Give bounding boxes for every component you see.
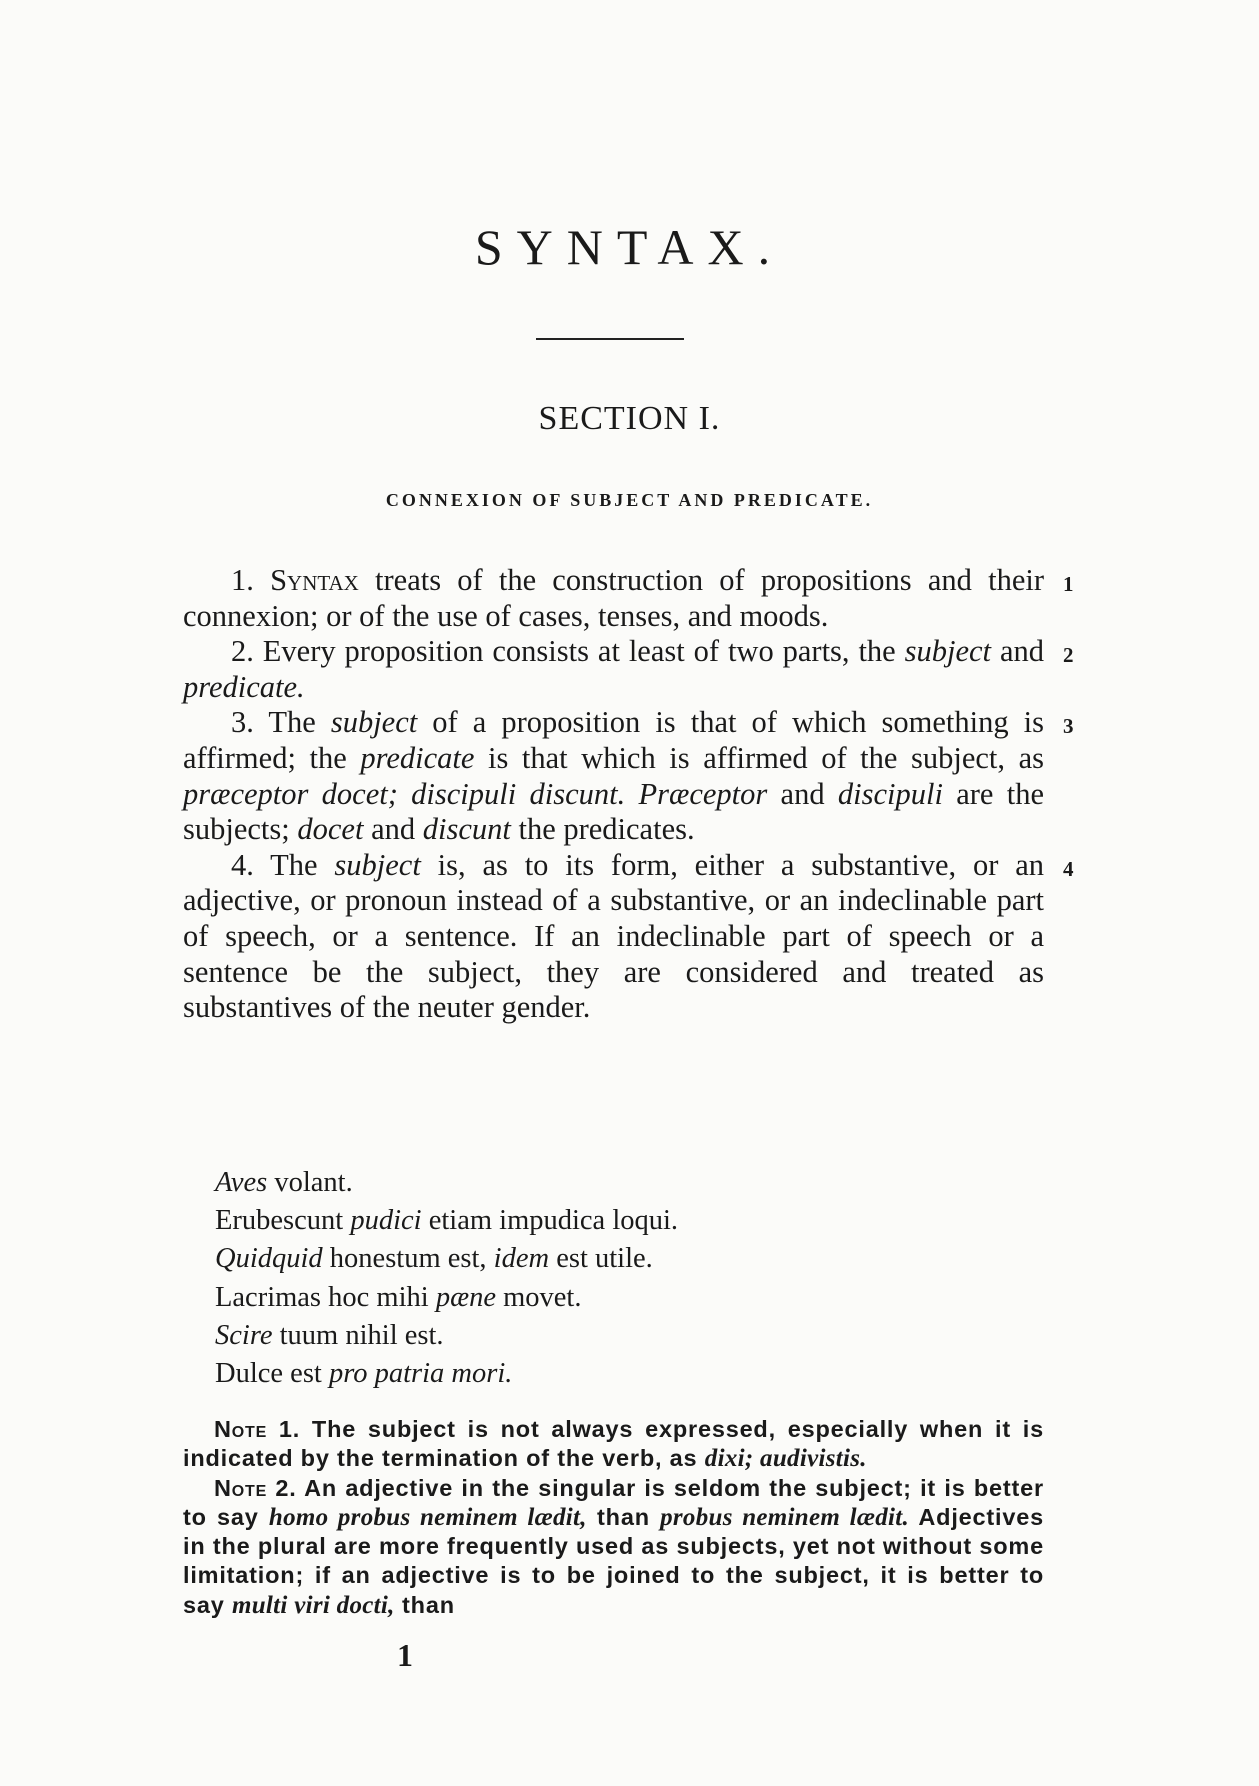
- example-text: est utile.: [556, 1243, 653, 1275]
- paragraph-text: and: [371, 812, 416, 847]
- paragraph-number: 2.: [231, 634, 254, 669]
- example-line: [215, 1202, 678, 1240]
- margin-number: 1: [1063, 572, 1074, 596]
- page-title: SYNTAX.: [474, 219, 785, 275]
- example-italic: pudici: [350, 1205, 422, 1237]
- latin-term: docet: [297, 812, 364, 847]
- margin-number: 4: [1063, 856, 1074, 881]
- example-text: Dulce est: [215, 1358, 322, 1390]
- example-italic: idem: [493, 1243, 550, 1275]
- term-subject: subject: [334, 847, 421, 882]
- term-subject: subject: [330, 705, 418, 740]
- latin-term: Præceptor: [638, 776, 768, 811]
- paragraph-1: [183, 563, 1074, 634]
- example-line: [215, 1279, 678, 1317]
- section-heading: SECTION I.: [538, 400, 721, 437]
- paragraph-text: treats of the construction of propositions and their connexion; or of the use of cases, tenses, and moods.: [183, 563, 1044, 633]
- latin-example: dixi; audivistis.: [704, 1445, 867, 1473]
- title-rule: [536, 338, 684, 340]
- example-italic: pæne: [435, 1281, 496, 1313]
- note-text: Adjectives in the plural are more frequently used as subjects, yet not without some limitation; if an adjective is to be joined to the subject, it is better to say: [183, 1503, 1044, 1618]
- note-text: The subject is not always expressed, especially when it is indicated by the termination of the verb, as: [183, 1416, 1044, 1472]
- paragraph-text: The: [270, 847, 318, 882]
- term-subject: subject: [904, 634, 992, 669]
- example-text: etiam impudica loqui.: [428, 1205, 679, 1237]
- body-text: [183, 563, 1074, 1026]
- term-predicate: predicate.: [183, 669, 305, 704]
- margin-number: 3: [1063, 714, 1074, 739]
- paragraph-text: and: [780, 776, 825, 811]
- notes: [183, 1415, 1044, 1620]
- paragraph-text: of a proposition is that of which something is affirmed; the: [183, 705, 1044, 775]
- example-text: honestum est,: [329, 1243, 487, 1275]
- latin-example: probus neminem lædit.: [660, 1503, 910, 1531]
- note-1: [183, 1415, 1044, 1474]
- example-italic: Scire: [215, 1319, 273, 1351]
- paragraph-text: the predicates.: [518, 812, 695, 847]
- paragraph-number: 3.: [231, 705, 254, 740]
- example-italic: Aves: [215, 1167, 268, 1198]
- paragraph-text: are the subjects;: [183, 776, 1044, 847]
- paragraph-2: [183, 634, 1074, 705]
- term-syntax: Syntax: [270, 563, 359, 597]
- paragraph-number: 1.: [231, 563, 254, 597]
- example-italic: pro patria mori.: [328, 1358, 513, 1390]
- note-label: Note 1.: [214, 1416, 301, 1442]
- note-2: [183, 1474, 1044, 1620]
- latin-example: præceptor docet; discipuli discunt.: [183, 776, 626, 811]
- page-number: 1: [397, 1637, 413, 1673]
- example-line: [215, 1164, 678, 1202]
- latin-term: discunt: [422, 812, 511, 847]
- note-text: than: [402, 1591, 455, 1618]
- term-predicate: predicate: [360, 740, 475, 775]
- example-text: volant.: [274, 1167, 353, 1198]
- example-text: tuum nihil est.: [279, 1319, 444, 1351]
- latin-examples: [215, 1164, 678, 1393]
- note-label: Note 2.: [214, 1474, 297, 1501]
- note-text: than: [597, 1503, 650, 1530]
- section-subtitle: CONNEXION OF SUBJECT AND PREDICATE.: [385, 490, 874, 510]
- paragraph-4: [183, 847, 1074, 1026]
- example-text: Lacrimas hoc mihi: [215, 1281, 429, 1313]
- paragraph-text: Every proposition consists at least of two parts, the: [262, 634, 896, 669]
- paragraph-3: [183, 705, 1074, 847]
- example-line: [215, 1240, 678, 1278]
- latin-example: homo probus neminem lædit,: [268, 1503, 587, 1531]
- paragraph-number: 4.: [231, 847, 254, 882]
- example-text: movet.: [503, 1281, 582, 1313]
- latin-term: discipuli: [837, 776, 943, 811]
- paragraph-text: and: [999, 634, 1045, 669]
- example-line: [215, 1317, 678, 1355]
- margin-number: 2: [1063, 643, 1074, 668]
- example-text: Erubescunt: [215, 1205, 344, 1237]
- example-line: [215, 1355, 678, 1393]
- paragraph-text: is, as to its form, either a substantive, or an adjective, or pronoun instead of a substantive, or an indeclinable part of speech, or a sentence. If an indeclinable part of speech or a sentence be the subject, they are considered and treated as substantives of the neuter gender.: [183, 847, 1045, 1025]
- example-italic: Quidquid: [215, 1243, 323, 1275]
- latin-example: multi viri docti,: [231, 1591, 395, 1619]
- note-text: An adjective in the singular is seldom the subject; it is better to say: [183, 1474, 1044, 1530]
- paragraph-text: is that which is affirmed of the subject, as: [487, 740, 1045, 775]
- paragraph-text: The: [268, 705, 316, 740]
